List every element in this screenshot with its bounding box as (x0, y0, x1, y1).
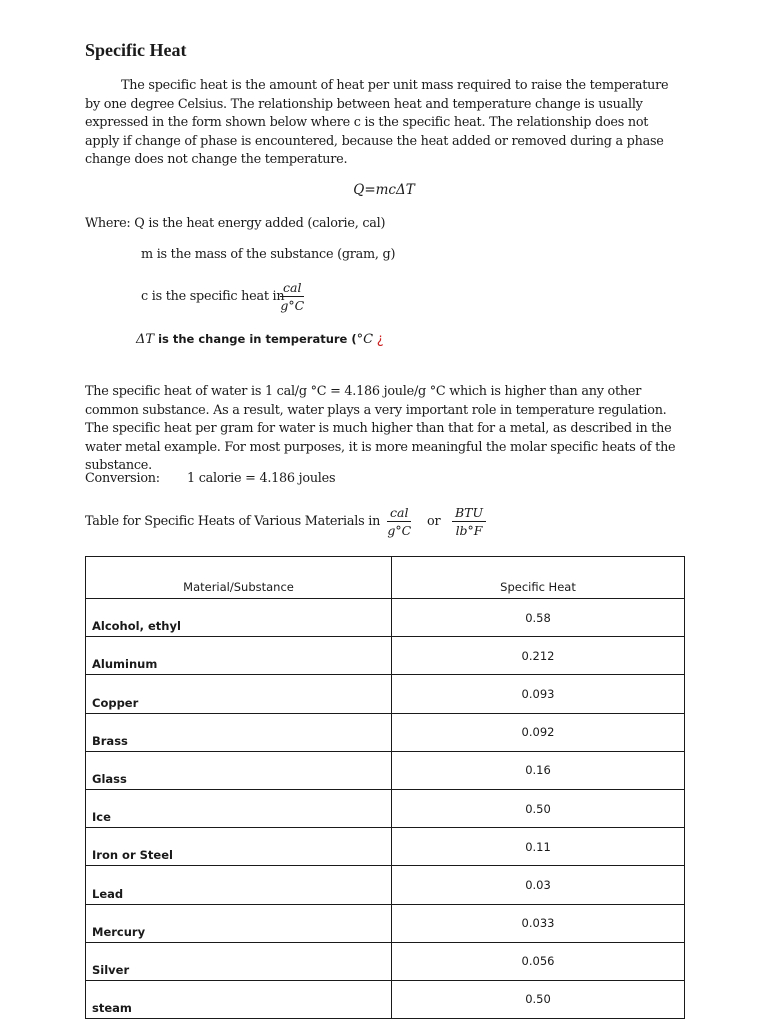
intro-paragraph: The specific heat is the amount of heat per unit mass required to raise the temperature by one degree Celsius. The relationship between heat and temperature change is usually expressed in the form shown below where c is the specific heat. The relationship does not apply if change of phase is encountered, because the heat added or removed during a phase change does not change the temperature. (85, 78, 669, 167)
delta-t-symbol: ΔT (136, 332, 155, 347)
material-cell: Silver (86, 942, 392, 980)
caption-unit-denominator: g°C (387, 523, 412, 538)
value-cell: 0.033 (392, 904, 685, 942)
table-row (86, 866, 685, 904)
header-material: Material/Substance (86, 557, 392, 599)
header-specific-heat: Specific Heat (392, 557, 685, 599)
material-cell: Iron or Steel (86, 828, 392, 866)
value-cell: 0.50 (392, 980, 685, 1018)
where-c-line: c is the specific heat in (141, 289, 285, 304)
value-cell: 0.16 (392, 751, 685, 789)
specific-heat-unit-fraction (280, 279, 304, 314)
delta-t-glyph: ¿ (376, 332, 384, 347)
specific-heat-table (85, 556, 685, 1019)
material-cell: Brass (86, 713, 392, 751)
value-cell: 0.11 (392, 828, 685, 866)
material-cell: Copper (86, 675, 392, 713)
water-paragraph: The specific heat of water is 1 cal/g °C = 4.186 joule/g °C which is higher than any other common substance. As a result, water plays a very important role in temperature regulation. The specific heat per gram for water is much higher than that for a metal, as described in the water metal example. For most purposes, it is more meaningful the molar specific heats of the substance. (85, 384, 676, 473)
value-cell: 0.50 (392, 789, 685, 827)
page-title: Specific Heat (85, 40, 187, 60)
conversion-label: Conversion: (85, 471, 160, 486)
value-cell: 0.212 (392, 637, 685, 675)
material-cell: Glass (86, 751, 392, 789)
material-cell: Alcohol, ethyl (86, 599, 392, 637)
unit-numerator: cal (280, 279, 304, 297)
btu-numerator: BTU (452, 504, 486, 522)
material-cell: steam (86, 980, 392, 1018)
table-row (86, 904, 685, 942)
value-cell: 0.092 (392, 713, 685, 751)
material-cell: Ice (86, 789, 392, 827)
heat-formula: Q=mcΔT (353, 182, 415, 198)
material-cell: Mercury (86, 904, 392, 942)
value-cell: 0.093 (392, 675, 685, 713)
table-row (86, 637, 685, 675)
unit-denominator: g°C (280, 298, 305, 313)
table-row (86, 980, 685, 1018)
table-row (86, 713, 685, 751)
caption-btu-fraction (452, 504, 486, 539)
delta-t-text: is the change in temperature ( (154, 332, 357, 346)
where-m-line: m is the mass of the substance (gram, g) (141, 247, 396, 262)
delta-t-line (136, 332, 384, 347)
table-row (86, 942, 685, 980)
table-header-row (86, 557, 685, 599)
or-word: or (427, 514, 441, 529)
value-cell: 0.03 (392, 866, 685, 904)
table-caption: Table for Specific Heats of Various Materials in (85, 514, 381, 529)
table-row (86, 751, 685, 789)
table-row (86, 675, 685, 713)
value-cell: 0.58 (392, 599, 685, 637)
table-row (86, 789, 685, 827)
conversion-value: 1 calorie = 4.186 joules (187, 471, 336, 486)
caption-unit-numerator: cal (387, 504, 411, 522)
value-cell: 0.056 (392, 942, 685, 980)
material-cell: Aluminum (86, 637, 392, 675)
material-cell: Lead (86, 866, 392, 904)
table-row (86, 599, 685, 637)
caption-unit-fraction (387, 504, 411, 539)
btu-denominator: lb°F (455, 523, 483, 538)
where-q-line: Where: Q is the heat energy added (calorie, cal) (85, 216, 386, 231)
table-row (86, 828, 685, 866)
delta-t-unit: °C (356, 332, 374, 347)
